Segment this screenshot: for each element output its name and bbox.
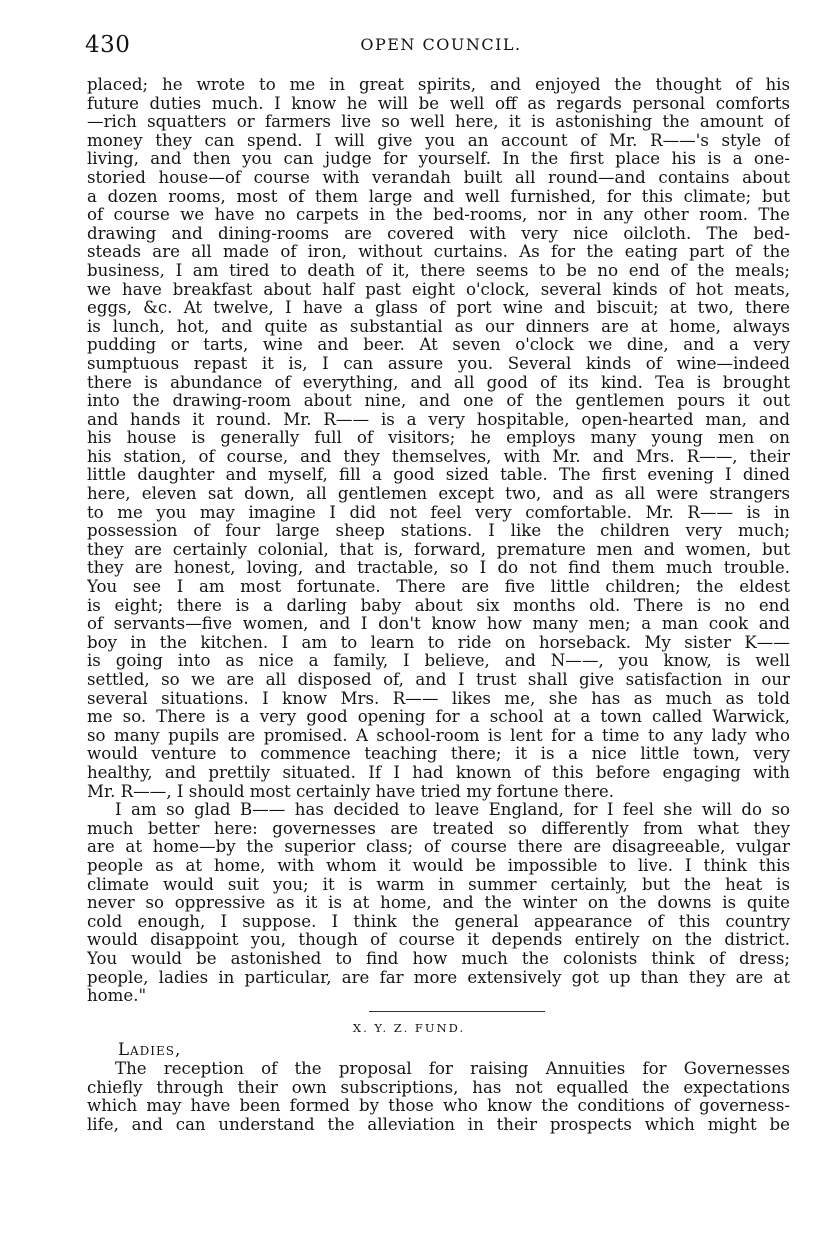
- text-line: would disappoint you, though of course it depends entirely on the district.: [87, 931, 790, 950]
- text-line: people, ladies in particular, are far more extensively got up than they are at: [87, 968, 790, 987]
- text-line: here, eleven sat down, all gentlemen except two, and as all were strangers: [87, 485, 790, 504]
- letter-text: [87, 76, 790, 1006]
- text-line: and hands it round. Mr. R—— is a very hospitable, open-hearted man, and: [87, 410, 790, 429]
- text-line: pudding or tarts, wine and beer. At seven o'clock we dine, and a very: [87, 336, 790, 355]
- text-line: money they can spend. I will give you an account of Mr. R——'s style of: [87, 131, 790, 150]
- text-line: of course we have no carpets in the bed-rooms, nor in any other room. The: [87, 206, 790, 225]
- text-line: which may have been formed by those who know the conditions of governess-: [87, 1097, 790, 1116]
- text-line: possession of four large sheep stations. I like the children very much;: [87, 522, 790, 541]
- text-line: healthy, and prettily situated. If I had known of this before engaging with: [87, 763, 790, 782]
- text-line: his house is generally full of visitors; he employs many young men on: [87, 429, 790, 448]
- fund-text: [87, 1060, 790, 1134]
- section-title: X. Y. Z. FUND.: [352, 1021, 466, 1035]
- text-line: I am so glad B—— has decided to leave England, for I feel she will do so: [115, 801, 790, 820]
- text-line: are at home—by the superior class; of course there are disagreeable, vulgar: [87, 838, 790, 857]
- text-line: living, and then you can judge for yourself. In the first place his is a one-: [87, 150, 790, 169]
- text-line: steads are all made of iron, without curtains. As for the eating part of the: [87, 243, 790, 262]
- text-line: life, and can understand the alleviation in their prospects which might be: [87, 1115, 790, 1134]
- text-line: is eight; there is a darling baby about six months old. There is no end: [87, 596, 790, 615]
- text-line: home.": [87, 987, 147, 1006]
- text-line: people as at home, with whom it would be impossible to live. I think this: [87, 856, 790, 875]
- text-line: Mr. R——, I should most certainly have tried my fortune there.: [87, 782, 614, 801]
- text-line: You would be astonished to find how much the colonists think of dress;: [87, 949, 790, 968]
- page-header: [85, 30, 797, 60]
- text-line: into the drawing-room about nine, and one of the gentlemen pours it out: [87, 392, 790, 411]
- text-line: never so oppressive as it is at home, and the winter on the downs is quite: [87, 894, 790, 913]
- text-line: me so. There is a very good opening for a school at a town called Warwick,: [87, 708, 790, 727]
- text-line: his station, of course, and they themselves, with Mr. and Mrs. R——, their: [87, 447, 790, 466]
- text-line: we have breakfast about half past eight o'clock, several kinds of hot meats,: [87, 280, 790, 299]
- text-line: to me you may imagine I did not feel very comfortable. Mr. R—— is in: [87, 503, 790, 522]
- text-line: settled, so we are all disposed of, and I trust shall give satisfaction in our: [87, 671, 790, 689]
- text-line: sumptuous repast it is, I can assure you. Several kinds of wine—indeed: [87, 354, 790, 373]
- page-number: 430: [85, 32, 131, 58]
- text-line: is going into as nice a family, I believe, and N——, you know, is well: [87, 652, 790, 671]
- text-line: chiefly through their own subscriptions, has not equalled the expectations: [87, 1078, 790, 1097]
- text-line: a dozen rooms, most of them large and well furnished, for this climate; but: [87, 187, 790, 206]
- text-line: future duties much. I know he will be well off as regards personal comforts: [87, 94, 790, 113]
- text-line: they are honest, loving, and tractable, so I do not find them much trouble.: [87, 559, 790, 578]
- text-line: there is abundance of everything, and all good of its kind. Tea is brought: [87, 373, 790, 392]
- text-line: little daughter and myself, fill a good sized table. The first evening I dined: [87, 466, 790, 485]
- text-line: —rich squatters or farmers live so well here, it is astonishing the amount of: [87, 113, 790, 132]
- text-line: of servants—five women, and I don't know how many men; a man cook and: [87, 615, 790, 634]
- text-line: cold enough, I suppose. I think the general appearance of this country: [87, 912, 790, 931]
- text-line: business, I am tired to death of it, there seems to be no end of the meals;: [87, 261, 790, 280]
- text-line: storied house—of course with verandah built all round—and contains about: [87, 168, 790, 187]
- text-line: boy in the kitchen. I am to learn to ride on horseback. My sister K——: [87, 633, 790, 652]
- text-line: The reception of the proposal for raising Annuities for Governesses: [115, 1060, 790, 1078]
- text-line: several situations. I know Mrs. R—— likes me, she has as much as told: [87, 689, 790, 708]
- running-head: OPEN COUNCIL.: [360, 35, 522, 54]
- text-line: eggs, &c. At twelve, I have a glass of port wine and biscuit; at two, there: [87, 299, 790, 318]
- text-line: placed; he wrote to me in great spirits, and enjoyed the thought of his: [87, 76, 790, 94]
- text-line: they are certainly colonial, that is, forward, premature men and women, but: [87, 540, 790, 559]
- section-divider: [369, 1011, 545, 1012]
- text-line: would venture to commence teaching there; it is a nice little town, very: [87, 745, 790, 764]
- text-line: You see I am most fortunate. There are five little children; the eldest: [87, 578, 790, 597]
- text-line: much better here: governesses are treated so differently from what they: [87, 819, 790, 838]
- text-line: so many pupils are promised. A school-room is lent for a time to any lady who: [87, 726, 790, 745]
- text-line: is lunch, hot, and quite as substantial as our dinners are at home, always: [87, 317, 790, 336]
- fund-salutation-block: [118, 1040, 790, 1059]
- text-line: climate would suit you; it is warm in summer certainly, but the heat is: [87, 875, 790, 894]
- salutation: Ladies,: [118, 1040, 182, 1059]
- text-line: drawing and dining-rooms are covered with very nice oilcloth. The bed-: [87, 224, 790, 243]
